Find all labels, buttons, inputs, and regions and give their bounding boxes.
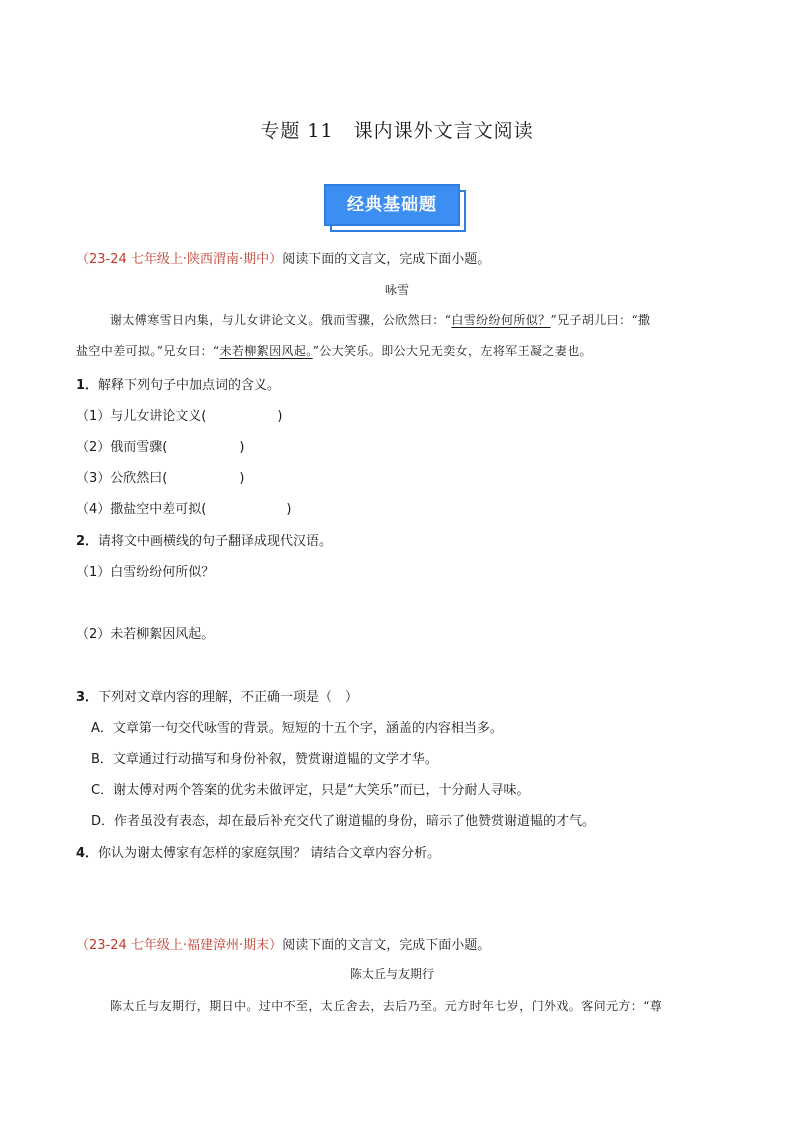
text-segment: 谢太傅寒雪日内集，与儿女讲论文义。俄而雪骤，公欣然曰：“ (110, 313, 452, 327)
question-text: 请将文中画横线的句子翻译成现代汉语。 (98, 534, 333, 549)
section2-poem-title: 陈太丘与友期行 (350, 967, 435, 981)
question-text: 下列对文章内容的理解，不正确一项是（ ） (98, 690, 359, 705)
question-number: 4． (76, 846, 99, 861)
question-3 (76, 686, 358, 705)
section1-text-line2 (76, 342, 592, 359)
page-title: 专题 11 课内课外文言文阅读 (260, 120, 534, 142)
section1-poem-title: 咏雪 (385, 283, 410, 297)
question-4 (76, 842, 440, 861)
question-number: 1． (76, 378, 99, 393)
question-number: 2． (76, 534, 99, 549)
section1-text-line1 (110, 311, 650, 328)
section2-intro: 阅读下面的文言文，完成下面小题。 (282, 938, 491, 953)
question-text: 解释下列句子中加点词的含义。 (98, 378, 281, 393)
question-text: 你认为谢太傅家有怎样的家庭氛围？ 请结合文章内容分析。 (98, 846, 441, 861)
section2-source: （23-24 七年级上·福建漳州·期末） (76, 938, 283, 953)
q1-item-1 (76, 405, 282, 424)
section2-header (76, 934, 490, 953)
close-paren: ) (286, 502, 292, 517)
q3-option-a: A．文章第一句交代咏雪的背景。短短的十五个字，涵盖的内容相当多。 (91, 721, 503, 736)
question-number: 3． (76, 690, 99, 705)
q1-item-2 (76, 436, 244, 455)
q2-item-2: （2）未若柳絮因风起。 (76, 627, 215, 642)
q3-option-d: D．作者虽没有表态，却在最后补充交代了谢道韫的身份，暗示了他赞赏谢道韫的才气。 (91, 814, 596, 829)
text-segment: 盐空中差可拟。”兄女曰：“ (76, 344, 220, 358)
text-segment: ”兄子胡儿曰：“撒 (550, 313, 651, 327)
text-segment: ”公大笑乐。即公大兄无奕女，左将军王凝之妻也。 (312, 344, 593, 358)
q3-option-b: B．文章通过行动描写和身份补叙，赞赏谢道韫的文学才华。 (91, 752, 438, 767)
section1-source: （23-24 七年级上·陕西渭南·期中） (76, 252, 283, 267)
underlined-sentence-2: 未若柳絮因风起。 (219, 344, 313, 358)
close-paren: ) (239, 471, 245, 486)
q1-item-text: （4）撒盐空中差可拟( (76, 502, 207, 517)
question-1 (76, 374, 280, 393)
q1-item-3 (76, 467, 244, 486)
q3-option-c: C．谢太傅对两个答案的优劣未做评定，只是“大笑乐”而已，十分耐人寻味。 (91, 783, 530, 798)
badge-label: 经典基础题 (324, 184, 460, 226)
close-paren: ) (277, 409, 283, 424)
q1-item-4 (76, 498, 291, 517)
section1-header (76, 248, 490, 267)
section-badge (324, 180, 470, 234)
section1-intro: 阅读下面的文言文，完成下面小题。 (282, 252, 491, 267)
question-2 (76, 530, 332, 549)
underlined-sentence-1: 白雪纷纷何所似？ (451, 313, 551, 327)
close-paren: ) (239, 440, 245, 455)
q1-item-text: （3）公欣然曰( (76, 471, 168, 486)
q1-item-text: （2）俄而雪骤( (76, 440, 168, 455)
q1-item-text: （1）与儿女讲论文义( (76, 409, 207, 424)
section2-text-line1: 陈太丘与友期行，期日中。过中不至，太丘舍去，去后乃至。元方时年七岁，门外戏。客问元方：“尊 (110, 999, 663, 1013)
q2-item-1: （1）白雪纷纷何所似？ (76, 565, 215, 580)
